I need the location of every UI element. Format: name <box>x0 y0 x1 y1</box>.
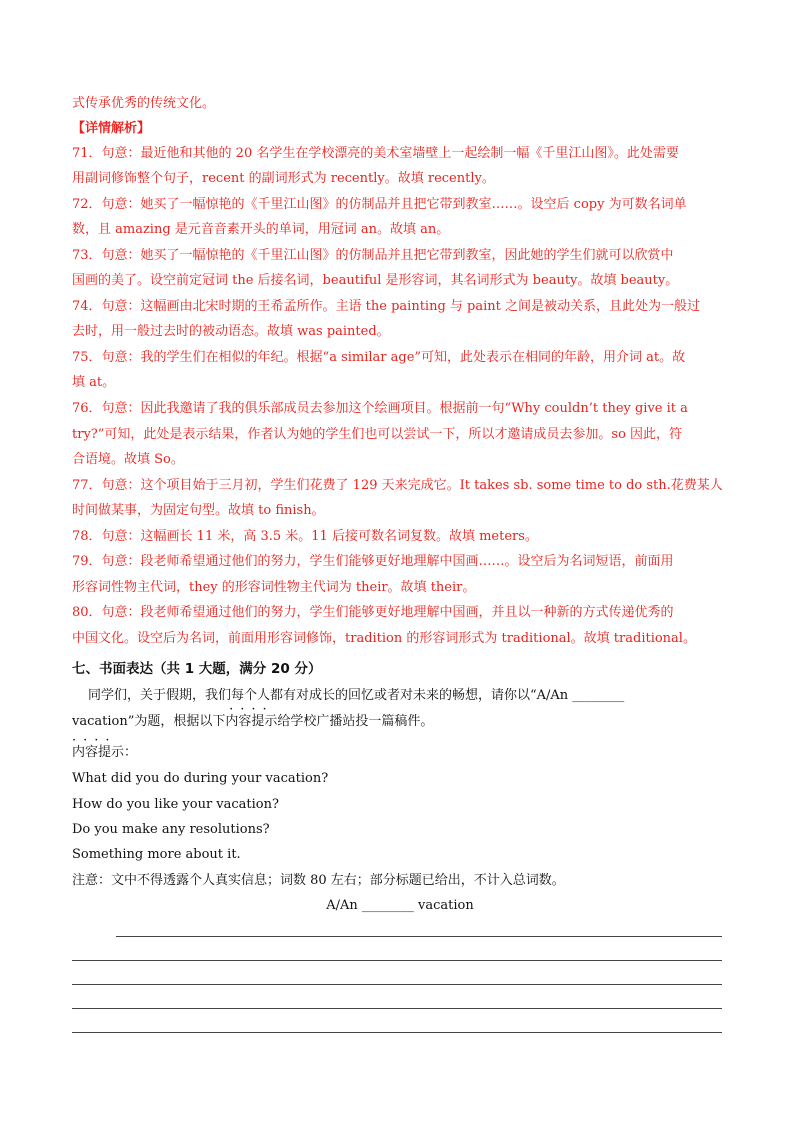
prompt-line-2 <box>72 702 732 730</box>
writing-note: 注意：文中不得透露个人真实信息；词数 80 左右；部分标题已给出，不计入总词数。 <box>72 873 565 888</box>
hint-4: Something more about it. <box>72 847 241 862</box>
answer-76-line-1: 76．句意：因此我邀请了我的俱乐部成员去参加这个绘画项目。根据前一句“Why couldn’t they give it a <box>72 401 688 416</box>
answer-78-line-1: 78．句意：这幅画长 11 米，高 3.5 米。11 后接可数名词复数。故填 meters。 <box>72 529 538 544</box>
answer-80-line-2: 中国文化。设空后为名词，前面用形容词修饰，tradition 的形容词形式为 traditional。故填 traditional。 <box>72 631 696 646</box>
hints-label-wrap <box>72 733 138 761</box>
hints-label: 内容提示： <box>72 745 138 760</box>
dotted-emphasis-text: 内容提示 <box>225 714 278 729</box>
answer-77-line-1: 77．句意：这个项目始于三月初，学生们花费了 129 天来完成它。It takes sb. some time to do sth.花费某人 <box>72 478 723 493</box>
hint-2: How do you like your vacation? <box>72 797 279 812</box>
essay-title: A/An ________ vacation <box>326 898 474 913</box>
hint-1: What did you do during your vacation? <box>72 771 329 786</box>
writing-line <box>72 1008 722 1009</box>
section-heading: 七、书面表达（共 1 大题，满分 20 分） <box>72 661 322 677</box>
answer-71-line-2: 用副词修饰整个句子，recent 的副词形式为 recently。故填 recently。 <box>72 171 495 186</box>
emphasis-dots: ···· <box>229 702 274 717</box>
writing-line <box>72 1032 722 1033</box>
answer-72-line-2: 数，且 amazing 是元音音素开头的单词，用冠词 an。故填 an。 <box>72 222 450 237</box>
writing-line <box>116 936 722 937</box>
answer-79-line-1: 79．句意：段老师希望通过他们的努力，学生们能够更好地理解中国画……。设空后为名词短语，前面用 <box>72 554 674 569</box>
prompt-line-2-end: 给学校广播站投一篇稿件。 <box>277 714 434 729</box>
answer-76-line-2: try?”可知，此处是表示结果，作者认为她的学生们也可以尝试一下，所以才邀请成员去参加。so 因此，符 <box>72 427 683 442</box>
prompt-line-2-start: vacation”为题，根据以下 <box>72 714 226 729</box>
answer-74-line-2: 去时，用一般过去时的被动语态。故填 was painted。 <box>72 324 390 339</box>
hint-3: Do you make any resolutions? <box>72 822 270 837</box>
answer-74-line-1: 74．句意：这幅画由北宋时期的王希孟所作。主语 the painting 与 paint 之间是被动关系，且此处为一般过 <box>72 299 700 314</box>
answer-72-line-1: 72．句意：她买了一幅惊艳的《千里江山图》的仿制品并且把它带到教室……。设空后 copy 为可数名词单 <box>72 197 687 212</box>
analysis-heading: 【详情解析】 <box>72 121 151 136</box>
carryover-text: 式传承优秀的传统文化。 <box>72 96 216 111</box>
writing-line <box>72 984 722 985</box>
answer-73-line-2: 国画的美了。设空前定冠词 the 后接名词，beautiful 是形容词，其名词形式为 beauty。故填 beauty。 <box>72 273 679 288</box>
writing-line <box>72 960 722 961</box>
answer-75-line-2: 填 at。 <box>72 375 116 390</box>
answer-80-line-1: 80．句意：段老师希望通过他们的努力，学生们能够更好地理解中国画，并且以一种新的方式传递优秀的 <box>72 605 674 620</box>
answer-79-line-2: 形容词性物主代词，they 的形容词性物主代词为 their。故填 their。 <box>72 580 476 595</box>
prompt-line-1: 同学们，关于假期，我们每个人都有对成长的回忆或者对未来的畅想，请你以“A/An ________ <box>88 688 625 703</box>
answer-76-line-3: 合语境。故填 So。 <box>72 452 184 467</box>
hints-label-row <box>72 733 732 761</box>
dotted-emphasis <box>225 702 278 730</box>
answer-73-line-1: 73．句意：她买了一幅惊艳的《千里江山图》的仿制品并且把它带到教室，因此她的学生们就可以欣赏中 <box>72 248 674 263</box>
answer-71-line-1: 71．句意：最近他和其他的 20 名学生在学校漂亮的美术室墙壁上一起绘制一幅《千里江山图》。此处需要 <box>72 146 679 161</box>
answer-75-line-1: 75．句意：我的学生们在相似的年纪。根据“a similar age”可知，此处表示在相同的年龄，用介词 at。故 <box>72 350 686 365</box>
answer-77-line-2: 时间做某事，为固定句型。故填 to finish。 <box>72 503 325 518</box>
hints-label-dots: ···· <box>72 733 117 748</box>
